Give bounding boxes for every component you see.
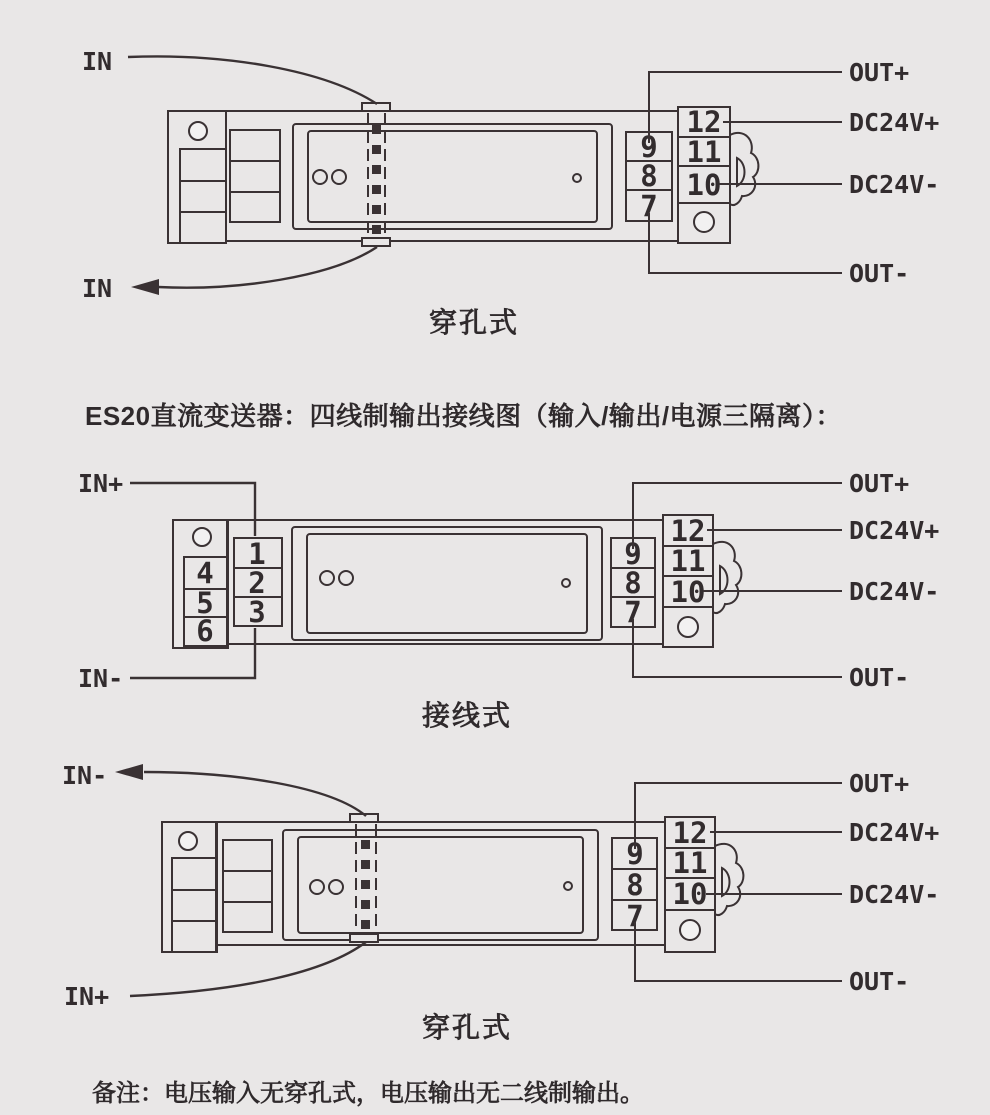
left-terminal-column xyxy=(180,149,226,243)
label-window-inner xyxy=(298,837,583,933)
wire-in-minus xyxy=(130,628,255,678)
led-hole-icon xyxy=(562,579,570,587)
dc24v-plus-label: DC24V+ xyxy=(849,516,940,545)
in-top-label: IN+ xyxy=(78,469,124,498)
mounting-hole-icon xyxy=(680,920,700,940)
diagram-1-through-hole xyxy=(82,47,939,303)
in-top-label: IN xyxy=(82,47,113,76)
diagram-2-caption: 接线式 xyxy=(422,700,513,731)
terminal-11: 11 xyxy=(672,846,708,880)
mounting-hole-icon xyxy=(694,212,714,232)
terminal-12: 12 xyxy=(670,514,706,548)
inner-terminal-dividers xyxy=(230,161,280,192)
label-window-outer xyxy=(293,124,612,229)
terminal-7: 7 xyxy=(624,595,642,629)
left-terminal-dividers xyxy=(172,890,216,921)
out-plus-label: OUT+ xyxy=(849,58,910,87)
terminal-9: 9 xyxy=(624,537,642,571)
out-minus-label: OUT- xyxy=(849,259,910,288)
diagram-3-caption: 穿孔式 xyxy=(422,1012,513,1043)
din-clip-latch xyxy=(720,566,728,594)
out-minus-label: OUT- xyxy=(849,967,910,996)
terminal-8: 8 xyxy=(624,566,642,600)
dc24v-minus-label: DC24V- xyxy=(849,577,940,606)
terminal-6: 6 xyxy=(196,614,214,648)
terminal-1: 1 xyxy=(248,537,266,571)
terminal-12: 12 xyxy=(672,816,708,850)
terminal-8: 8 xyxy=(640,159,658,193)
mounting-hole-icon xyxy=(193,528,211,546)
terminal-12: 12 xyxy=(686,105,722,139)
arrowhead-icon xyxy=(115,764,143,780)
dc24v-minus-label: DC24V- xyxy=(849,170,940,199)
out-plus-label: OUT+ xyxy=(849,469,910,498)
led-hole-icon xyxy=(573,174,581,182)
wire-in-top xyxy=(144,772,366,816)
left-terminal-column xyxy=(172,858,216,952)
terminal-10: 10 xyxy=(670,575,706,609)
footer-note: 备注：电压输入无穿孔式，电压输出无二线制输出。 xyxy=(92,1080,644,1107)
dc24v-plus-label: DC24V+ xyxy=(849,108,940,137)
in-top-label: IN- xyxy=(62,761,108,790)
terminal-4: 4 xyxy=(196,556,214,590)
through-hole-slot xyxy=(350,814,378,942)
terminal-3: 3 xyxy=(248,595,266,629)
mounting-hole-icon xyxy=(179,832,197,850)
mounting-hole-icon xyxy=(678,617,698,637)
terminal-9: 9 xyxy=(640,130,658,164)
dc24v-minus-label: DC24V- xyxy=(849,880,940,909)
dc24v-plus-label: DC24V+ xyxy=(849,818,940,847)
wire-in-plus xyxy=(130,483,255,536)
terminal-2: 2 xyxy=(248,566,266,600)
din-clip-latch xyxy=(722,868,730,896)
terminal-5: 5 xyxy=(196,586,214,620)
adjust-hole-icon xyxy=(313,170,327,184)
out-plus-label: OUT+ xyxy=(849,769,910,798)
in-bottom-label: IN+ xyxy=(64,982,110,1011)
terminal-9: 9 xyxy=(626,837,644,871)
inner-terminal-block xyxy=(230,130,280,222)
wire-in-bottom xyxy=(158,247,377,288)
in-bottom-label: IN- xyxy=(78,664,124,693)
wire-in-top xyxy=(128,56,377,104)
terminal-7: 7 xyxy=(640,189,658,223)
diagram-3-through-hole xyxy=(62,761,939,1011)
adjust-hole-icon xyxy=(339,571,353,585)
terminal-10: 10 xyxy=(672,877,708,911)
led-hole-icon xyxy=(564,882,572,890)
label-window-outer xyxy=(292,527,602,640)
adjust-hole-icon xyxy=(329,880,343,894)
diagram-1-caption: 穿孔式 xyxy=(429,307,520,338)
terminal-8: 8 xyxy=(626,868,644,902)
section-title: ES20直流变送器：四线制输出接线图（输入/输出/电源三隔离）： xyxy=(85,401,843,431)
inner-terminal-dividers xyxy=(223,871,272,902)
terminal-7: 7 xyxy=(626,899,644,933)
inner-terminal-block xyxy=(223,840,272,932)
left-terminal-dividers xyxy=(180,181,226,212)
in-bottom-label: IN xyxy=(82,274,113,303)
terminal-11: 11 xyxy=(686,135,722,169)
arrowhead-icon xyxy=(131,279,159,295)
adjust-hole-icon xyxy=(320,571,334,585)
terminal-11: 11 xyxy=(670,544,706,578)
label-window-inner xyxy=(308,131,597,222)
adjust-hole-icon xyxy=(332,170,346,184)
diagram-2-wired xyxy=(78,469,939,693)
adjust-hole-icon xyxy=(310,880,324,894)
out-minus-label: OUT- xyxy=(849,663,910,692)
mounting-hole-icon xyxy=(189,122,207,140)
terminal-10: 10 xyxy=(686,168,722,202)
wire-in-bottom xyxy=(130,942,366,996)
din-clip-latch xyxy=(737,158,745,186)
